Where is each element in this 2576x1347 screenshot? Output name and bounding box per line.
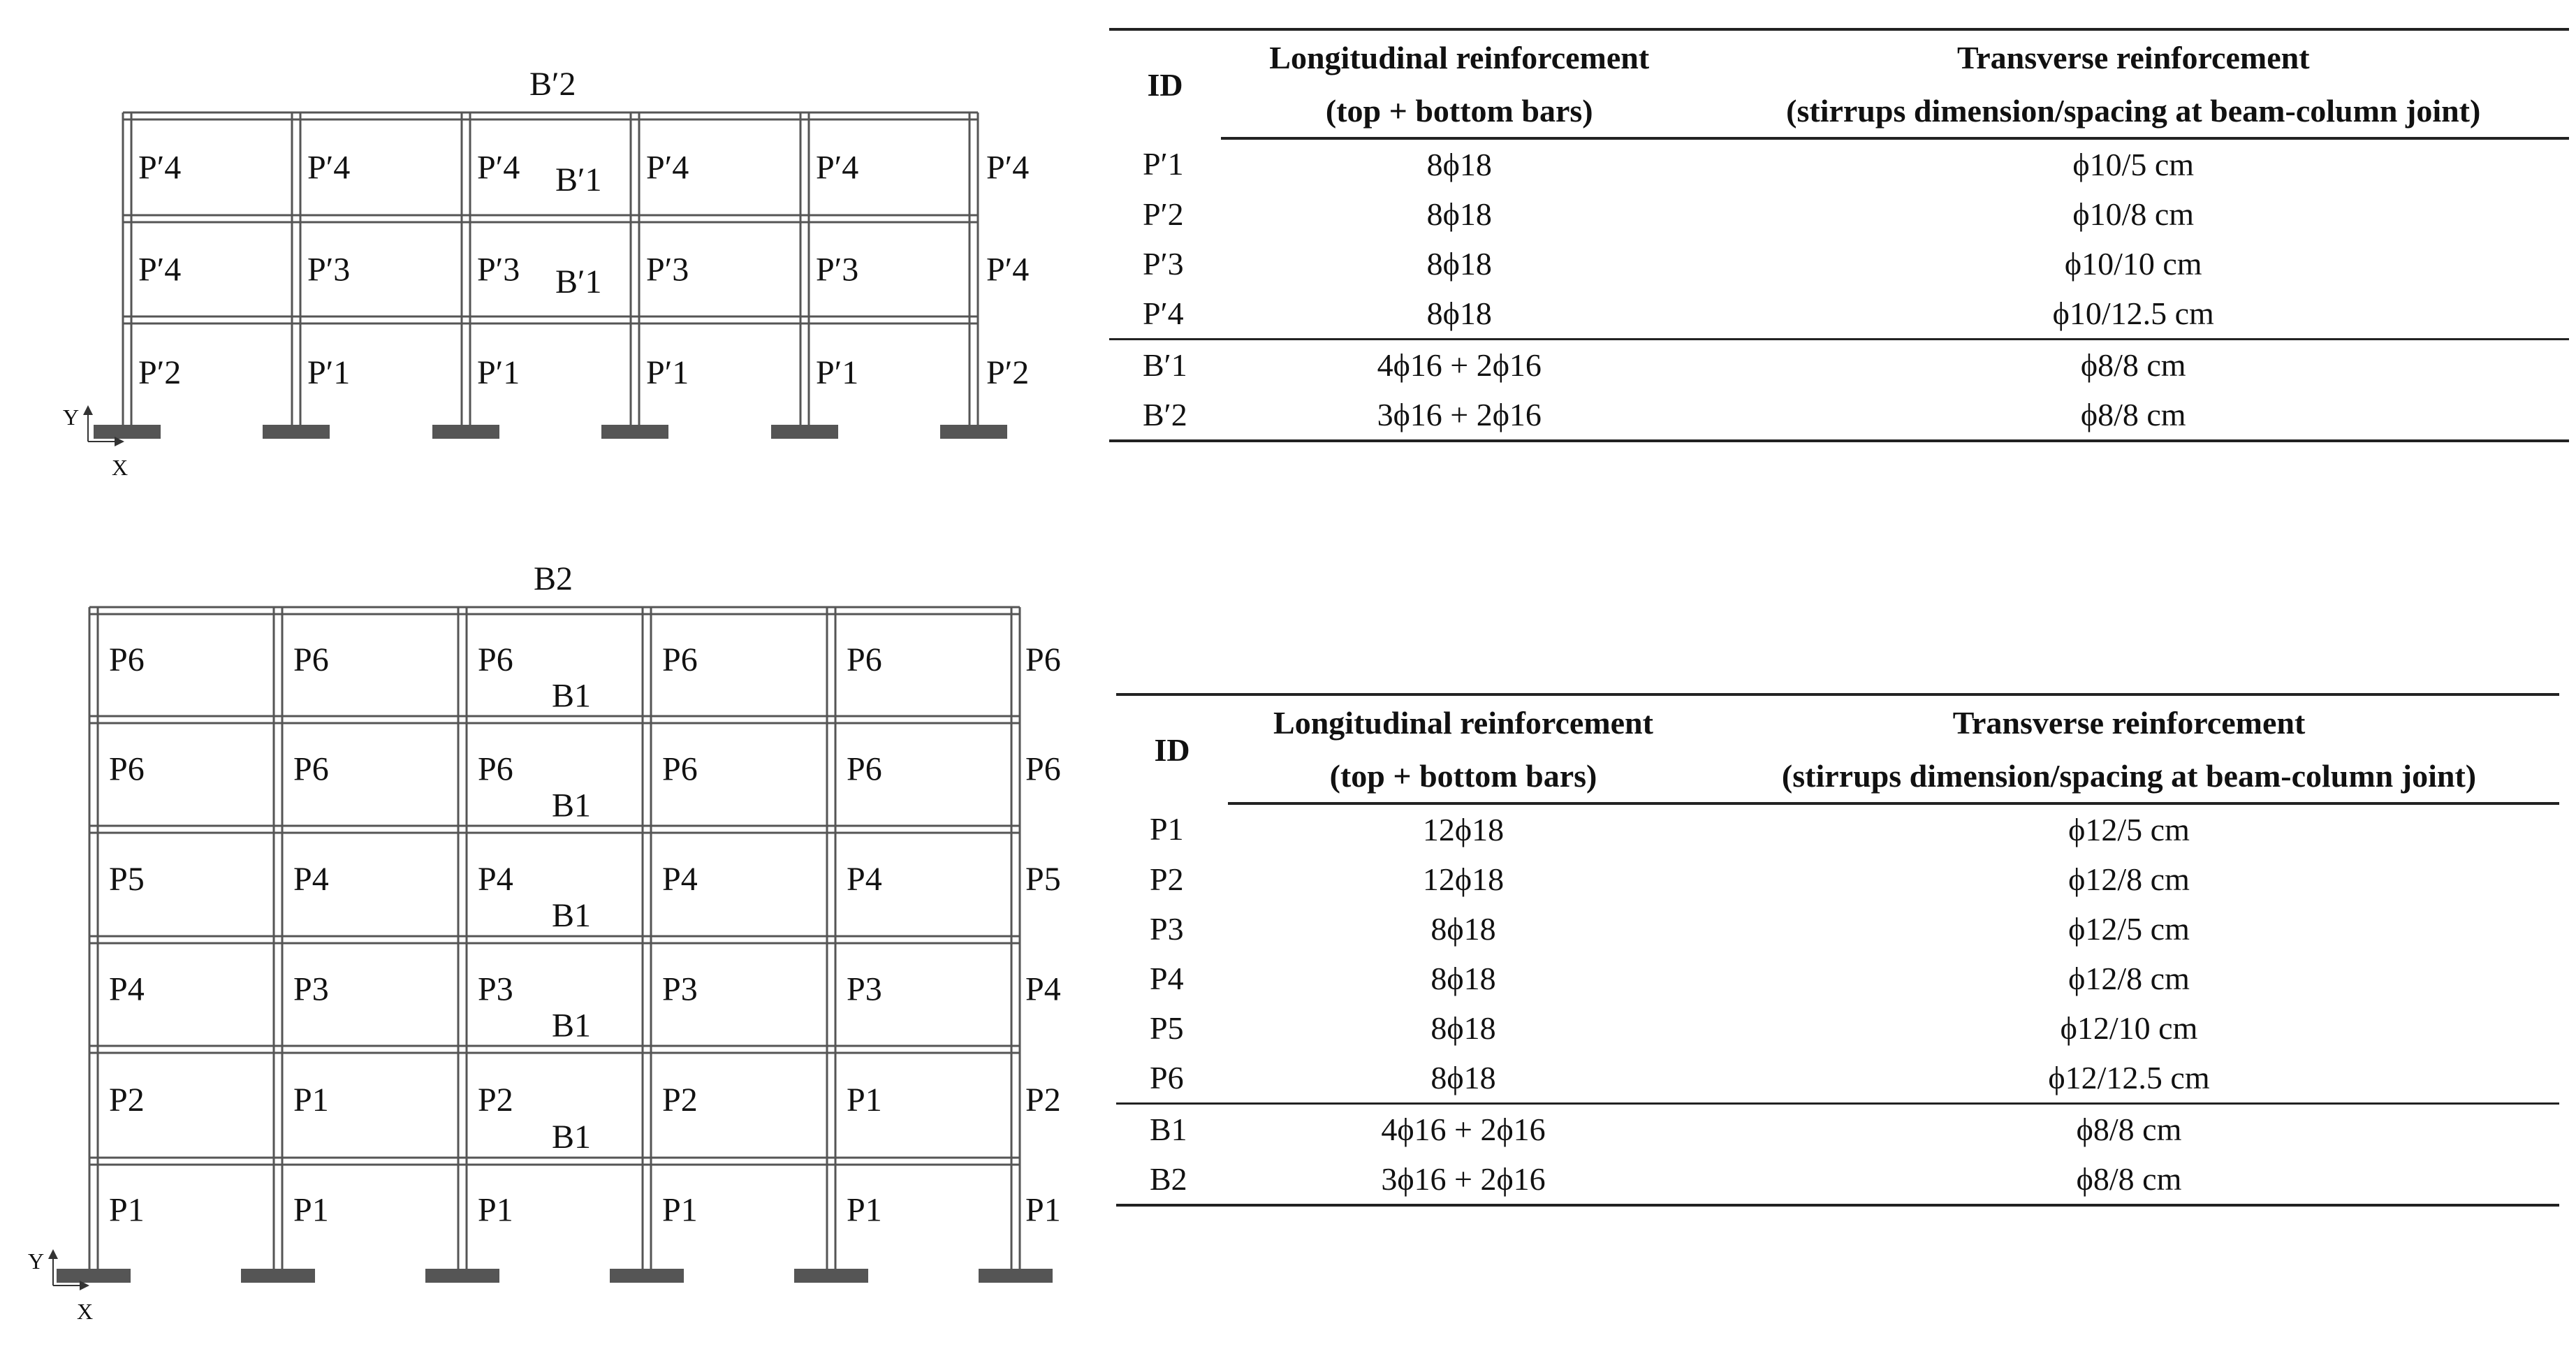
beam-label: B1: [552, 1007, 592, 1044]
header-longitudinal-sub: (top + bottom bars): [1228, 749, 1699, 803]
cell-transverse: ϕ12/10 cm: [2060, 1010, 2198, 1046]
column-label: P1: [662, 1191, 698, 1229]
foundation-pad: [794, 1269, 868, 1283]
column-label: P1: [109, 1191, 145, 1229]
column-label: P6: [478, 750, 513, 788]
cell-longitudinal: 8ϕ18: [1426, 147, 1492, 182]
cell-id: B′2: [1109, 390, 1221, 441]
table-row: [1109, 189, 2569, 239]
y-axis-label: Y: [63, 405, 80, 430]
column-label: P′3: [307, 251, 351, 289]
beam-label: B′1: [555, 161, 602, 199]
foundation-pad: [94, 425, 161, 439]
column-label: P1: [847, 1191, 882, 1229]
header-id: ID: [1109, 29, 1221, 138]
cell-transverse: ϕ10/10 cm: [2064, 246, 2202, 282]
cell-transverse: ϕ10/8 cm: [2072, 196, 2195, 232]
table-row: [1116, 1104, 2559, 1155]
cell-longitudinal: 8ϕ18: [1430, 911, 1496, 947]
column-label: P3: [662, 970, 698, 1008]
column-label: P′3: [646, 251, 689, 289]
column-label: P2: [662, 1082, 698, 1119]
column-label: P2: [1025, 1082, 1061, 1119]
column-label: P2: [478, 1082, 513, 1119]
foundation-pad: [241, 1269, 315, 1283]
column-label: P5: [1025, 861, 1061, 898]
column-label: P6: [847, 750, 882, 788]
y-axis-arrowhead: [48, 1249, 58, 1259]
cell-longitudinal: 8ϕ18: [1426, 196, 1492, 232]
cell-longitudinal: 12ϕ18: [1422, 812, 1505, 847]
table-header-row: [1109, 29, 2569, 84]
cell-transverse: ϕ12/5 cm: [2068, 911, 2190, 947]
cell-transverse: ϕ10/5 cm: [2072, 147, 2195, 182]
foundation-pad: [263, 425, 330, 439]
foundation-pad: [432, 425, 499, 439]
table-header-row: [1116, 749, 2559, 803]
column-label: P5: [109, 861, 145, 898]
table-row: [1116, 1154, 2559, 1205]
cell-longitudinal: 4ϕ16 + 2ϕ16: [1221, 340, 1698, 391]
foundation-pad: [425, 1269, 499, 1283]
cell-id: P6: [1150, 1060, 1184, 1095]
header-id: ID: [1116, 694, 1228, 803]
column-label: P6: [847, 641, 882, 679]
cell-transverse: ϕ10/12.5 cm: [2052, 296, 2214, 331]
x-axis-label: X: [112, 455, 129, 480]
column-label: P3: [478, 970, 513, 1008]
cell-id: B1: [1116, 1104, 1228, 1155]
beam-label: B1: [552, 677, 592, 715]
cell-id: P′3: [1143, 246, 1184, 282]
foundation-pad: [940, 425, 1007, 439]
table-row: [1116, 954, 2559, 1003]
column-label: P′3: [816, 251, 859, 289]
column-label: P′4: [816, 149, 859, 187]
y-axis-label: Y: [28, 1248, 45, 1274]
header-transverse: Transverse reinforcement: [1698, 29, 2570, 84]
y-axis-arrowhead: [83, 405, 93, 415]
column-label: P6: [293, 750, 329, 788]
cell-id: B′1: [1109, 340, 1221, 391]
column-label: P′1: [307, 354, 351, 391]
table-row: [1109, 289, 2569, 340]
column-label: P′3: [477, 251, 520, 289]
column-label: P4: [293, 861, 329, 898]
column-label: P1: [293, 1191, 329, 1229]
table-row: [1116, 904, 2559, 954]
cell-longitudinal: 8ϕ18: [1430, 1010, 1496, 1046]
column-label: P4: [1025, 970, 1061, 1008]
frame-2-diagram: [28, 560, 1061, 1324]
column-label: P′4: [138, 149, 182, 187]
header-transverse: Transverse reinforcement: [1699, 694, 2559, 749]
cell-transverse: ϕ8/8 cm: [1698, 390, 2570, 441]
column-label: P1: [847, 1082, 882, 1119]
column-label: P6: [478, 641, 513, 679]
table-row: [1116, 1003, 2559, 1053]
column-label: P′1: [477, 354, 520, 391]
table-header-row: [1116, 694, 2559, 749]
table-header-row: [1109, 84, 2569, 138]
cell-longitudinal: 8ϕ18: [1430, 961, 1496, 996]
beam-label: B1: [552, 897, 592, 935]
cell-id: P3: [1150, 911, 1184, 947]
column-label: P′4: [986, 149, 1030, 187]
cell-id: P4: [1150, 961, 1184, 996]
cell-id: P5: [1150, 1010, 1184, 1046]
cell-id: B2: [1116, 1154, 1228, 1205]
cell-longitudinal: 3ϕ16 + 2ϕ16: [1221, 390, 1698, 441]
column-label: P6: [109, 750, 145, 788]
column-label: P4: [847, 861, 882, 898]
foundation-pad: [601, 425, 668, 439]
table-row: [1109, 138, 2569, 189]
header-longitudinal-sub: (top + bottom bars): [1221, 84, 1698, 138]
column-label: P′4: [646, 149, 689, 187]
cell-id: P2: [1150, 861, 1184, 897]
column-label: P6: [662, 750, 698, 788]
foundation-pad: [979, 1269, 1053, 1283]
column-label: P′4: [477, 149, 520, 187]
column-label: P6: [1025, 641, 1061, 679]
foundation-pad: [610, 1269, 684, 1283]
foundation-pad: [771, 425, 838, 439]
cell-longitudinal: 12ϕ18: [1422, 861, 1505, 897]
header-longitudinal: Longitudinal reinforcement: [1221, 29, 1698, 84]
column-label: P4: [478, 861, 513, 898]
table-row: [1109, 340, 2569, 391]
cell-transverse: ϕ8/8 cm: [1699, 1104, 2559, 1155]
cell-transverse: ϕ12/8 cm: [2068, 961, 2190, 996]
column-label: P6: [662, 641, 698, 679]
table-row: [1116, 1053, 2559, 1104]
column-label: P6: [293, 641, 329, 679]
column-label: P6: [1025, 750, 1061, 788]
cell-longitudinal: 8ϕ18: [1426, 296, 1492, 331]
foundation-pad: [57, 1269, 131, 1283]
column-label: P6: [109, 641, 145, 679]
header-transverse-sub: (stirrups dimension/spacing at beam-column joint): [1699, 749, 2559, 803]
cell-id: P1: [1150, 811, 1184, 847]
reinforcement-table-2: [1116, 693, 2559, 1207]
column-label: P′4: [307, 149, 351, 187]
header-transverse-sub: (stirrups dimension/spacing at beam-column joint): [1698, 84, 2570, 138]
cell-longitudinal: 3ϕ16 + 2ϕ16: [1228, 1154, 1699, 1205]
cell-longitudinal: 8ϕ18: [1426, 246, 1492, 282]
cell-longitudinal: 4ϕ16 + 2ϕ16: [1228, 1104, 1699, 1155]
column-label: P′4: [986, 251, 1030, 289]
column-label: P1: [293, 1082, 329, 1119]
frame-title: B2: [534, 560, 573, 597]
column-label: P′2: [986, 354, 1030, 391]
column-label: P3: [293, 970, 329, 1008]
beam-label: B1: [552, 787, 592, 824]
column-label: P2: [109, 1082, 145, 1119]
frame-title: B′2: [529, 66, 576, 103]
column-label: P1: [1025, 1191, 1061, 1229]
cell-transverse: ϕ8/8 cm: [1699, 1154, 2559, 1205]
cell-transverse: ϕ12/8 cm: [2068, 861, 2190, 897]
column-label: P′4: [138, 251, 182, 289]
cell-transverse: ϕ12/12.5 cm: [2048, 1060, 2210, 1095]
reinforcement-table-1: [1109, 28, 2569, 442]
table-row: [1116, 803, 2559, 854]
frame-1-diagram: [63, 66, 1029, 480]
beam-label: B1: [552, 1118, 592, 1156]
cell-id: P′1: [1143, 146, 1184, 182]
table-row: [1116, 854, 2559, 904]
header-longitudinal: Longitudinal reinforcement: [1228, 694, 1699, 749]
beam-label: B′1: [555, 263, 602, 300]
table-row: [1109, 390, 2569, 441]
column-label: P4: [662, 861, 698, 898]
column-label: P4: [109, 970, 145, 1008]
cell-longitudinal: 8ϕ18: [1430, 1060, 1496, 1095]
x-axis-label: X: [77, 1299, 94, 1324]
cell-id: P′4: [1143, 296, 1184, 331]
cell-transverse: ϕ12/5 cm: [2068, 812, 2190, 847]
cell-transverse: ϕ8/8 cm: [1698, 340, 2570, 391]
column-label: P3: [847, 970, 882, 1008]
column-label: P1: [478, 1191, 513, 1229]
column-label: P′2: [138, 354, 182, 391]
cell-id: P′2: [1143, 196, 1184, 232]
column-label: P′1: [816, 354, 859, 391]
column-label: P′1: [646, 354, 689, 391]
table-row: [1109, 239, 2569, 289]
